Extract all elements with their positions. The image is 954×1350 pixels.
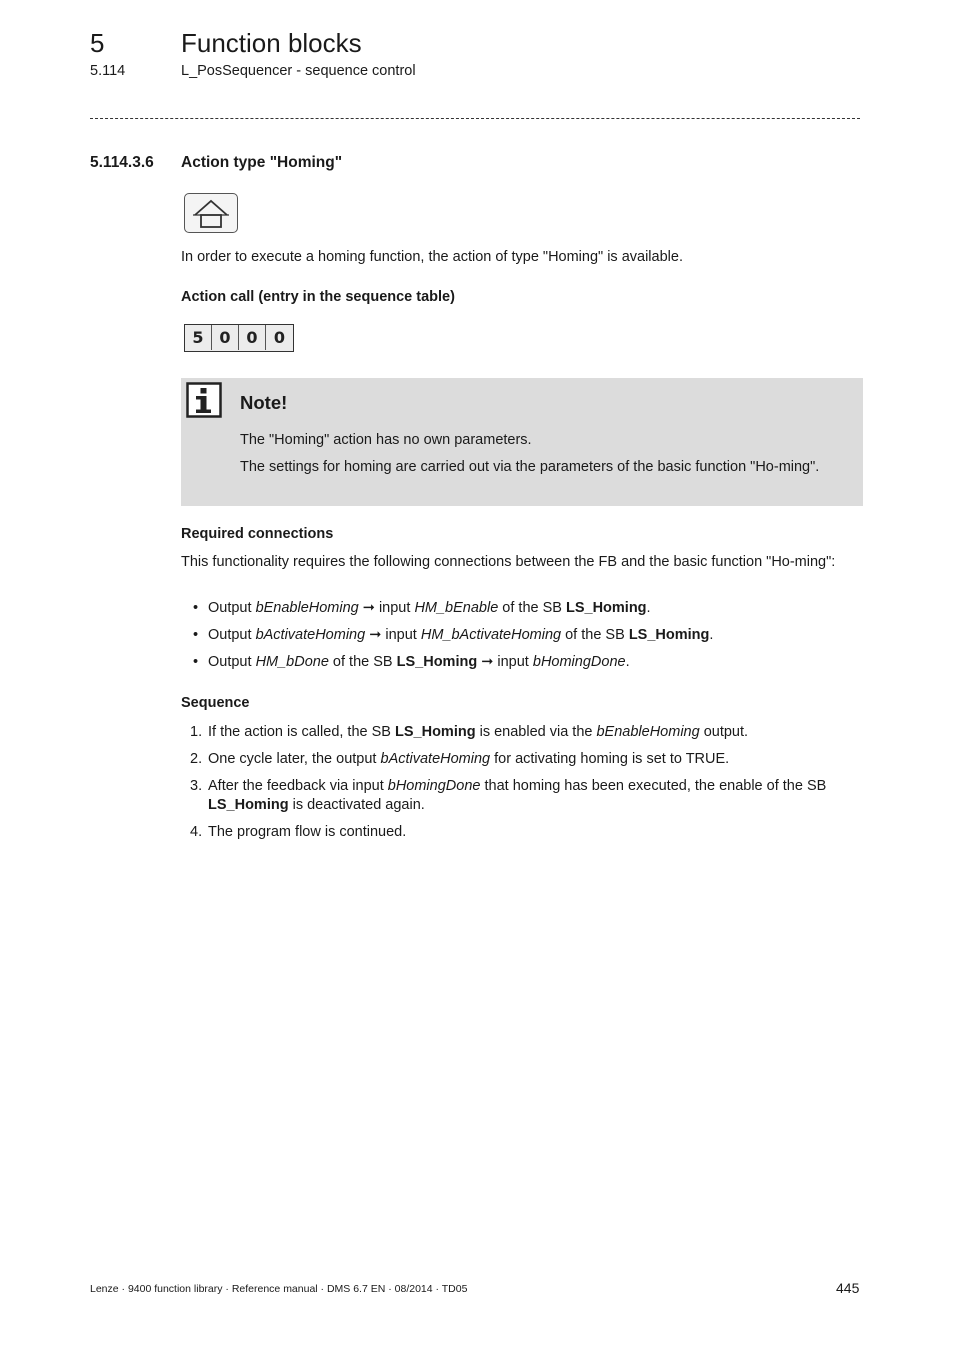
note-text: The settings for homing are carried out via the parameters of the basic function "Ho-ming". — [240, 459, 820, 475]
list-item: 2. One cycle later, the output bActivateHoming for activating homing is set to TRUE. — [190, 751, 730, 767]
sequence-list — [181, 723, 863, 850]
code-digit: 0 — [212, 325, 239, 350]
note-text: The "Homing" action has no own parameters. — [240, 432, 532, 448]
section-title: L_PosSequencer - sequence control — [181, 63, 416, 79]
bullet-icon: • — [193, 654, 199, 670]
intro-text: In order to execute a homing function, the action of type "Homing" is available. — [181, 249, 683, 265]
required-connections-intro: This functionality requires the following connections between the FB and the basic function "Ho-ming": — [181, 554, 836, 570]
info-icon — [186, 382, 222, 418]
sequence-heading: Sequence — [181, 695, 250, 711]
action-call-heading: Action call (entry in the sequence table) — [181, 289, 455, 305]
chapter-title: Function blocks — [181, 28, 362, 58]
home-icon — [184, 193, 238, 233]
connections-list — [181, 599, 863, 680]
code-digit: 5 — [185, 325, 212, 350]
header-divider — [90, 118, 860, 119]
list-item: 4. The program flow is continued. — [190, 824, 407, 840]
list-item: • Output bActivateHoming ➞ input HM_bActivateHoming of the SB LS_Homing. — [193, 627, 714, 643]
list-item: 1. If the action is called, the SB LS_Homing is enabled via the bEnableHoming output. — [190, 724, 749, 740]
section-number: 5.114 — [90, 63, 126, 79]
note-box — [181, 378, 863, 506]
list-item: 3. After the feedback via input bHomingDone that homing has been executed, the enable of the SB LS_Homing is deactivated again. — [190, 778, 827, 813]
heading-title: Action type "Homing" — [181, 154, 343, 171]
heading-number: 5.114.3.6 — [90, 154, 154, 171]
note-title: Note! — [240, 392, 288, 413]
footer-text: Lenze · 9400 function library · Reference manual · DMS 6.7 EN · 08/2014 · TD05 — [90, 1283, 468, 1295]
code-digit: 0 — [239, 325, 266, 350]
list-item: • Output HM_bDone of the SB LS_Homing ➞ input bHomingDone. — [193, 654, 630, 670]
sequence-code-box — [184, 324, 294, 352]
chapter-number: 5 — [90, 28, 105, 58]
list-item: • Output bEnableHoming ➞ input HM_bEnable of the SB LS_Homing. — [193, 600, 651, 616]
code-digit: 0 — [273, 328, 286, 347]
page-number: 445 — [836, 1280, 860, 1296]
required-connections-heading: Required connections — [181, 526, 334, 542]
bullet-icon: • — [193, 627, 199, 643]
bullet-icon: • — [193, 600, 199, 616]
